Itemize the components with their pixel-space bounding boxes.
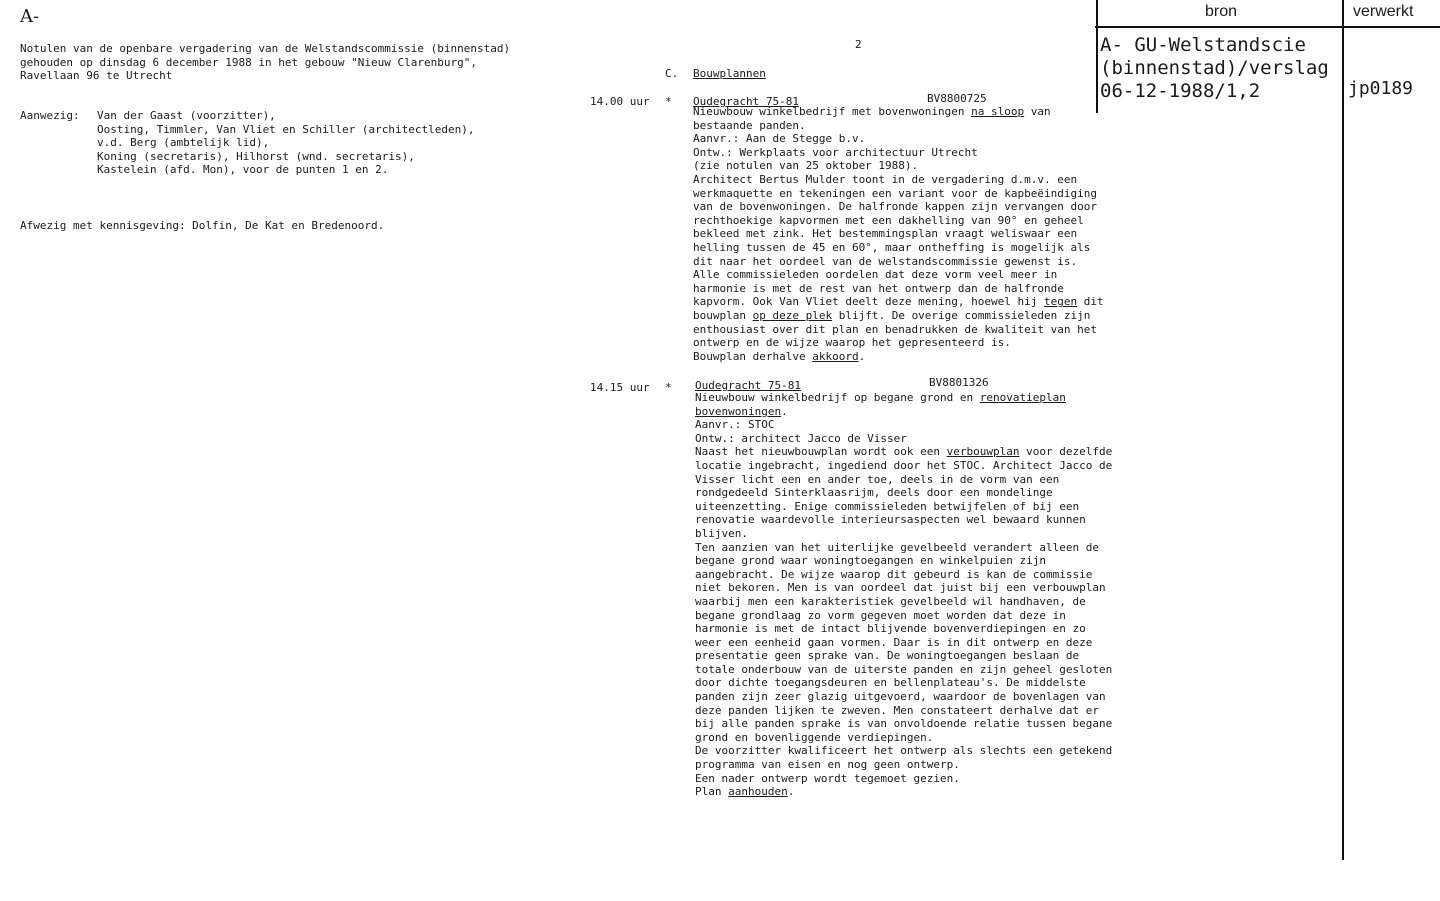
- text: kapvorm. Ook Van Vliet deelt deze mening, hoewel hij: [693, 295, 1044, 309]
- aanwezig-label: Aanwezig:: [20, 109, 80, 122]
- section-title: Bouwplannen: [693, 67, 766, 80]
- text-line: begane grondlaag zo vorm gegeven moet worden dat deze in: [695, 608, 1066, 622]
- verwerkt-code: jp0189: [1348, 78, 1414, 99]
- text: Bouwplan derhalve: [693, 349, 813, 363]
- text: bouwplan: [693, 308, 753, 322]
- text-line: begane grond waar woningtoegangen en winkelpuien zijn: [695, 554, 1046, 568]
- text: dit: [1077, 295, 1104, 309]
- text-line: Alle commissieleden oordelen dat deze vorm veel meer in: [693, 268, 1058, 282]
- text: van: [1024, 105, 1051, 118]
- text-line: grond en bovenliggende verdiepingen.: [695, 730, 934, 744]
- text-line: niet bekoren. Men is van oordeel dat juist bij een verbouwplan: [695, 581, 1106, 595]
- text-line: bestaande panden.: [693, 118, 806, 132]
- bron-line: 06-12-1988/1,2: [1100, 80, 1261, 102]
- text-line: harmonie is met de intact blijvende bovenverdiepingen en zo: [695, 622, 1086, 636]
- item2-time: 14.15 uur: [590, 381, 650, 394]
- text-line: dit naar het oordeel van de welstandscommissie gewenst is.: [693, 254, 1078, 268]
- bron-reference: [1100, 34, 1329, 103]
- verwerkt-divider: [1342, 0, 1344, 860]
- text-line: Aanvr.: Aan de Stegge b.v.: [693, 132, 866, 146]
- text-line: Visser licht een en ander toe, deels in de vorm van een: [695, 472, 1060, 486]
- text: Nieuwbouw winkelbedrijf met bovenwoningen: [693, 105, 972, 118]
- text-line: presentatie geen sprake van. De woningtoegangen beslaan de: [695, 649, 1080, 663]
- attendee-line: Koning (secretaris), Hilhorst (wnd. secretaris),: [97, 149, 415, 163]
- text-line: (zie notulen van 25 oktober 1988).: [693, 159, 919, 173]
- text-line: renovatie waardevolle interieursaspecten wel bewaard kunnen: [695, 513, 1086, 527]
- text-line: enthousiast over dit plan en benadrukken de kwaliteit van het: [693, 322, 1097, 336]
- text-line: blijven.: [695, 526, 748, 540]
- item1-address: Oudegracht 75-81: [693, 95, 799, 108]
- archive-header: [1095, 0, 1440, 28]
- underlined-text: op deze plek: [752, 308, 833, 322]
- text: .: [858, 349, 866, 363]
- bron-line: A- GU-Welstandscie: [1100, 34, 1306, 56]
- text-line: Een nader ontwerp wordt tegemoet gezien.: [695, 771, 960, 785]
- underlined-text: verbouwplan: [946, 445, 1020, 459]
- text-line: aangebracht. De wijze waarop dit gebeurd is kan de commissie: [695, 567, 1093, 581]
- intro-block: [20, 42, 510, 83]
- item1-time: 14.00 uur: [590, 95, 650, 108]
- text-line: van de bovenwoningen. De halfronde kappen zijn vervangen door: [693, 200, 1097, 214]
- text-line: bij alle panden sprake is van onvoldoende relatie tussen begane: [695, 717, 1113, 731]
- text-line: programma van eisen en nog geen ontwerp.: [695, 758, 960, 772]
- underlined-text: aanhouden: [728, 785, 788, 799]
- text-line: De voorzitter kwalificeert het ontwerp als slechts een getekend: [695, 744, 1113, 758]
- text-line: locatie ingebracht, ingediend door het STOC. Architect Jacco de: [695, 458, 1113, 472]
- item2-body: [695, 391, 1112, 799]
- text-line: weer een eenheid gaan vormen. Daar is in dit ontwerp en deze: [695, 635, 1093, 649]
- text-line: harmonie is met de rest van het ontwerp dan de halfronde: [693, 281, 1064, 295]
- text-line: werkmaquette en tekeningen een variant voor de kapbeëindiging: [693, 186, 1097, 200]
- underlined-text: na sloop: [971, 105, 1025, 118]
- attendee-line: Oosting, Timmler, Van Vliet en Schiller (architectleden),: [97, 122, 475, 136]
- text-line: ontwerp en de wijze waarop het gepresenteerd is.: [693, 336, 1011, 350]
- attendee-line: Van der Gaast (voorzitter),: [97, 109, 276, 122]
- intro-line: Notulen van de openbare vergadering van de Welstandscommissie (binnenstad): [20, 42, 511, 55]
- text-line: Ontw.: Werkplaats voor architectuur Utrecht: [693, 145, 978, 159]
- text-line: totale onderbouw van de uiterste panden en zijn geheel gesloten: [695, 662, 1113, 676]
- aanwezig-list: [97, 109, 475, 177]
- bron-divider: [1096, 0, 1098, 113]
- attendee-line: v.d. Berg (ambtelijk lid),: [97, 136, 270, 150]
- text: .: [781, 404, 788, 418]
- item2-address: Oudegracht 75-81: [695, 379, 801, 392]
- text: Nieuwbouw winkelbedrijf op begane grond en: [695, 391, 980, 404]
- text: Plan: [695, 785, 729, 799]
- text-line: panden zijn zeer glazig uitgevoerd, waardoor de bovenlagen van: [695, 690, 1106, 704]
- text-line: rondgedeeld Sinterklaasrijm, deels door een mondelinge: [695, 486, 1053, 500]
- text-line: uiteenzetting. Enige commissieleden betwijfelen of bij een: [695, 499, 1080, 513]
- underlined-text: tegen: [1044, 295, 1078, 309]
- item2-code: BV8801326: [929, 376, 989, 389]
- text: Naast het nieuwbouwplan wordt ook een: [695, 445, 947, 459]
- underlined-text: renovatieplan: [979, 391, 1066, 404]
- item1-code: BV8800725: [927, 92, 987, 105]
- header-bron: bron: [1205, 3, 1238, 20]
- text-line: bekleed met zink. Het bestemmingsplan vraagt weliswaar een: [693, 227, 1078, 241]
- item1-body: [693, 105, 1104, 363]
- text-line: Ontw.: architect Jacco de Visser: [695, 431, 907, 445]
- afwezig-line: Afwezig met kennisgeving: Dolfin, De Kat en Bredenoord.: [20, 219, 385, 232]
- item1-star: *: [665, 95, 672, 108]
- text-line: helling tussen de 45 en 60°, maar ontheffing is mogelijk als: [693, 240, 1091, 254]
- text-line: door dichte toegangsdeuren en bellenplateau's. De middelste: [695, 676, 1086, 690]
- text-line: Aanvr.: STOC: [695, 418, 775, 432]
- section-label: C.: [665, 67, 679, 80]
- underlined-text: akkoord: [812, 349, 859, 363]
- intro-line: Ravellaan 96 te Utrecht: [20, 69, 173, 83]
- header-verwerkt: verwerkt: [1353, 3, 1414, 20]
- text-line: waarbij men een karakteristiek gevelbeeld wil handhaven, de: [695, 594, 1086, 608]
- text-line: Architect Bertus Mulder toont in de vergadering d.m.v. een: [693, 172, 1078, 186]
- text: voor dezelfde: [1019, 445, 1113, 459]
- corner-mark: A-: [20, 6, 40, 27]
- bron-line: (binnenstad)/verslag: [1100, 57, 1329, 79]
- page-number: 2: [855, 38, 862, 51]
- text-line: deze panden lijken te zweven. Men constateert derhalve dat er: [695, 703, 1099, 717]
- text: blijft. De overige commissieleden zijn: [832, 308, 1091, 322]
- text-line: Ten aanzien van het uiterlijke gevelbeeld verandert alleen de: [695, 540, 1099, 554]
- text-line: rechthoekige kapvormen met een dakhelling van 90° en geheel: [693, 213, 1084, 227]
- attendee-line: Kastelein (afd. Mon), voor de punten 1 en 2.: [97, 163, 389, 177]
- intro-line: gehouden op dinsdag 6 december 1988 in het gebouw "Nieuw Clarenburg",: [20, 55, 477, 69]
- text: .: [787, 785, 795, 799]
- underlined-text: bovenwoningen: [695, 404, 782, 418]
- item2-star: *: [665, 381, 672, 394]
